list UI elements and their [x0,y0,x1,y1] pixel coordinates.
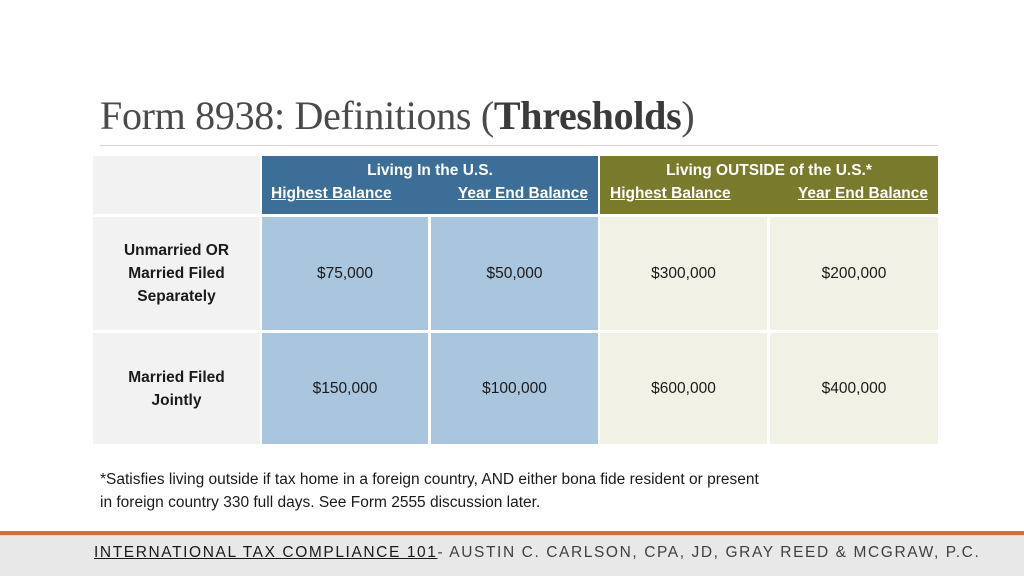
row-label-line: Separately [137,288,216,305]
footnote-line-2: in foreign country 330 full days. See Form 2555 discussion later. [100,494,541,511]
title-suffix: ) [681,93,695,138]
header-outside-highest-balance: Highest Balance [610,185,731,202]
title-divider [100,145,938,146]
cell-outside-highest-jointly: $600,000 [600,333,767,444]
cell-outside-yearend-jointly: $400,000 [770,333,938,444]
footer-presenter: AUSTIN C. CARLSON, CPA, JD, GRAY REED & MCGRAW, P.C. [444,544,981,561]
footer-text [94,544,980,562]
cell-us-yearend-unmarried: $50,000 [431,217,598,330]
title-prefix: Form 8938: Definitions ( [100,93,494,138]
footer-accent-line [0,531,1024,535]
header-corner-cell [93,156,260,214]
footer-separator: - [437,544,445,561]
row-label-line: Married Filed [128,265,225,282]
header-us-year-end-balance: Year End Balance [457,185,588,202]
footnote [100,468,900,514]
header-living-in-us [262,156,598,214]
cell-us-highest-unmarried: $75,000 [262,217,428,330]
row-label-married-jointly [93,333,260,444]
footer-course-title: INTERNATIONAL TAX COMPLIANCE 101 [94,544,438,561]
row-label-unmarried [93,217,260,330]
row-label-line: Jointly [151,391,202,409]
footnote-line-1: *Satisfies living outside if tax home in a foreign country, AND either bona fide resident or present [100,471,759,488]
row-label-line: Unmarried OR [123,242,230,259]
header-outside-year-end-balance: Year End Balance [797,185,928,202]
header-title-us: Living In the U.S. [367,162,493,179]
row-label-line: Married Filed [128,368,225,386]
cell-us-highest-jointly: $150,000 [262,333,428,444]
header-title-outside: Living OUTSIDE of the U.S.* [666,162,872,179]
cell-outside-yearend-unmarried: $200,000 [770,217,938,330]
slide-title [100,92,694,139]
title-bold: Thresholds [493,93,682,138]
header-living-outside-us [600,156,938,214]
cell-us-yearend-jointly: $100,000 [431,333,598,444]
threshold-table [93,156,938,444]
cell-outside-highest-unmarried: $300,000 [600,217,767,330]
header-us-highest-balance: Highest Balance [271,185,392,202]
